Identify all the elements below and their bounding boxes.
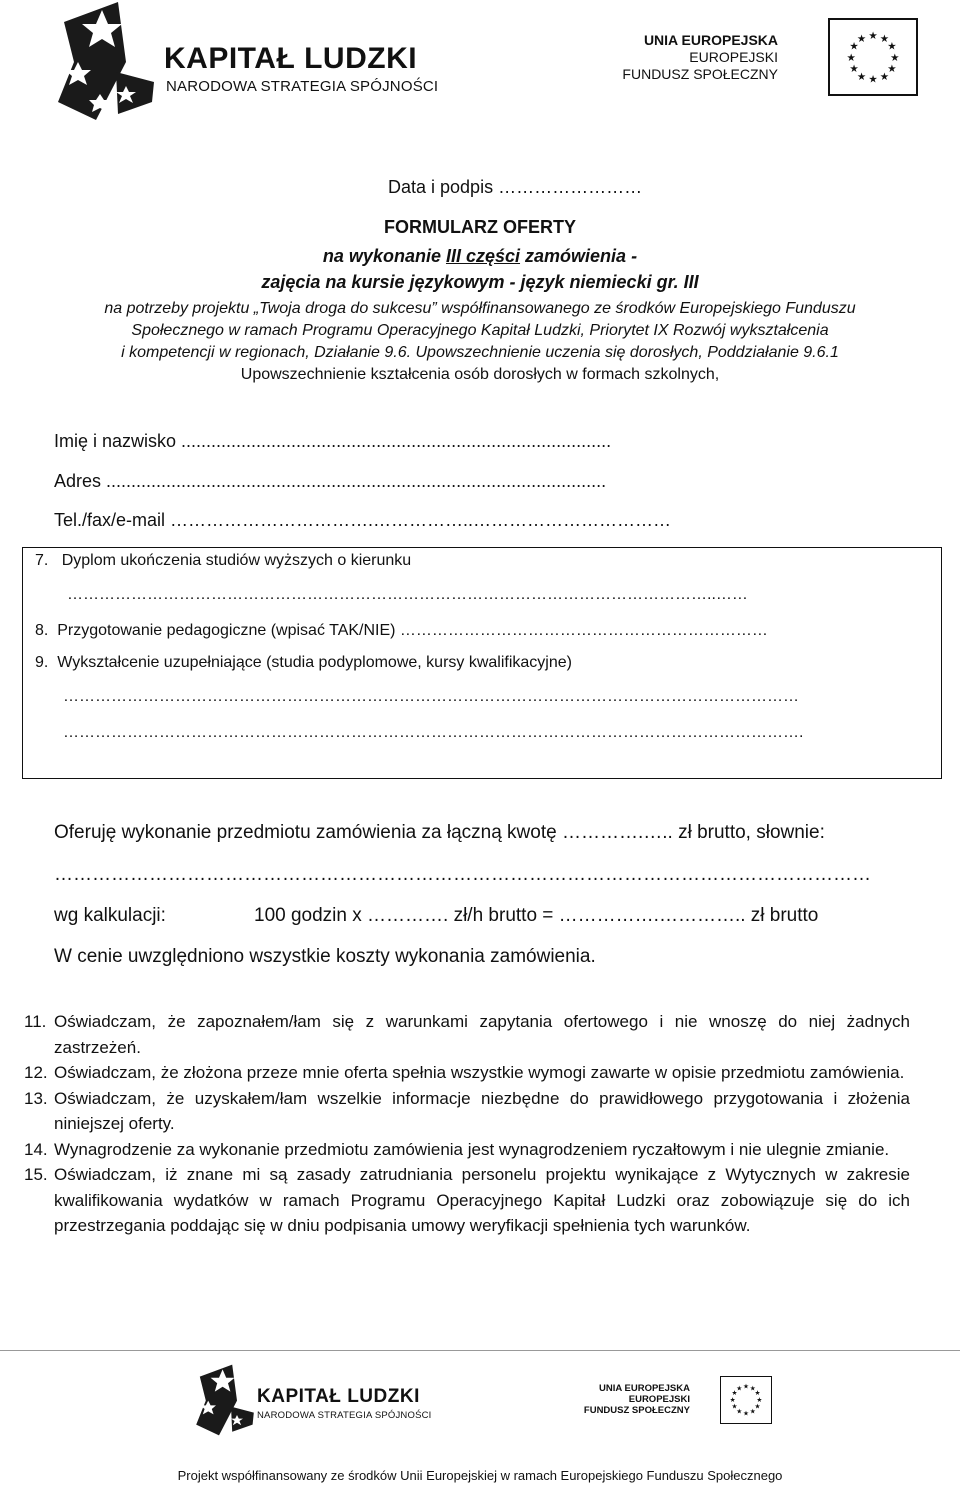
declaration-text: Oświadczam, że uzyskałem/łam wszelkie informacje niezbędne do prawidłowego przygotowania i złożenia niniejszej oferty. (54, 1088, 910, 1133)
kapital-ludzki-mark-icon (56, 2, 156, 120)
declaration-item (24, 1009, 910, 1060)
svg-text:★: ★ (731, 1389, 738, 1398)
kapital-ludzki-logo (56, 2, 456, 120)
item-8-label: Przygotowanie pedagogiczne (wpisać TAK/NIE) …………………………………………………………… (57, 622, 768, 639)
svg-text:★: ★ (887, 63, 897, 76)
svg-text:★: ★ (856, 32, 867, 45)
item-9-number: 9. (35, 654, 49, 671)
footer-eu-logo-line2: EUROPEJSKI (628, 1394, 690, 1405)
form-subtitle (0, 246, 960, 267)
footer-eu-flag-icon (720, 1376, 772, 1424)
declaration-number: 11. (24, 1012, 47, 1031)
declaration-text: Wynagrodzenie za wykonanie przedmiotu zamówienia jest wynagrodzeniem ryczałtowym i nie ulegnie zmianie. (54, 1139, 890, 1159)
intro-line-4: Upowszechnienie kształcenia osób dorosłych w formach szkolnych, (240, 366, 720, 383)
svg-text:★: ★ (879, 70, 890, 83)
footer-kapital-ludzki-title: KAPITAŁ LUDZKI (257, 1386, 420, 1407)
svg-text:★: ★ (849, 63, 859, 76)
contact-field: Tel./fax/e-mail …………………………….……………..…………………………… (54, 510, 672, 530)
date-signature-line: Data i podpis …………………… (388, 177, 643, 197)
svg-text:★: ★ (890, 51, 900, 64)
footer-eu-logo-line1: UNIA EUROPEJSKA (599, 1383, 690, 1394)
intro-line-2: Społecznego w ramach Programu Operacyjnego Kapitał Ludzki, Priorytet IX Rozwój wykształcenia (131, 322, 829, 339)
item-7-label: Dyplom ukończenia studiów wyższych o kierunku (61, 552, 412, 569)
svg-text:★: ★ (749, 1407, 756, 1416)
svg-text:★: ★ (879, 32, 890, 45)
form-subtitle-post: zamówienia - (520, 246, 638, 266)
offer-note: W cenie uwzględniono wszystkie koszty wykonania zamówienia. (54, 946, 596, 967)
declaration-item (24, 1086, 910, 1137)
svg-text:★: ★ (736, 1384, 743, 1393)
svg-text:★: ★ (754, 1389, 761, 1398)
footer-kapital-ludzki-mark-icon (195, 1362, 255, 1438)
offer-words-line: ………………………………………………………………………………………………………………… (54, 864, 871, 885)
qualifications-box (22, 547, 942, 779)
svg-text:★: ★ (736, 1407, 743, 1416)
item-7-number: 7. (35, 552, 49, 569)
svg-text:★: ★ (868, 29, 878, 42)
name-field: Imię i nazwisko ...................................................................................... (54, 431, 612, 451)
footer-kapital-ludzki-logo (195, 1362, 435, 1438)
svg-text:★: ★ (868, 73, 878, 86)
svg-text:★: ★ (743, 1409, 749, 1418)
offer-calc-value: 100 godzin x …………. zł/h brutto = …………….………….. zł brutto (254, 905, 819, 926)
eu-logo-line3: FUNDUSZ SPOŁECZNY (622, 66, 778, 82)
intro-line-3: i kompetencji w regionach, Działanie 9.6. Upowszechnienie uczenia się dorosłych, Poddziałanie 9.6.1 (121, 344, 839, 361)
declaration-item (24, 1162, 910, 1239)
svg-text:★: ★ (754, 1402, 761, 1411)
footer-eu-logo-line3: FUNDUSZ SPOŁECZNY (583, 1405, 690, 1416)
footer-kapital-ludzki-subtitle: NARODOWA STRATEGIA SPÓJNOŚCI (257, 1410, 432, 1421)
form-subtitle-underlined: III części (445, 246, 521, 266)
offer-calc-label: wg kalkulacji: (54, 905, 166, 926)
kapital-ludzki-subtitle: NARODOWA STRATEGIA SPÓJNOŚCI (166, 78, 439, 95)
kapital-ludzki-title: KAPITAŁ LUDZKI (164, 42, 418, 75)
footer-eu-logo-text (584, 1383, 690, 1416)
form-title: FORMULARZ OFERTY (384, 217, 576, 237)
eu-logo-text (622, 32, 778, 83)
svg-text:★: ★ (856, 70, 867, 83)
eu-flag-icon (828, 18, 918, 96)
form-subtitle-pre: na wykonanie (322, 246, 446, 266)
declaration-item (24, 1137, 910, 1163)
item-9 (35, 654, 572, 672)
svg-text:★: ★ (846, 51, 856, 64)
item-7 (35, 552, 411, 570)
declaration-text: Oświadczam, że złożona przeze mnie oferta spełnia wszystkie wymogi zawarte w opisie przedmiotu zamówienia. (54, 1063, 905, 1082)
svg-text:★: ★ (731, 1402, 738, 1411)
offer-amount-line: Oferuję wykonanie przedmiotu zamówienia za łączną kwotę ………….….. zł brutto, słownie: (54, 822, 825, 843)
item-9-fill-2: …………………………………………………………………………………………………………………………. (63, 724, 804, 741)
eu-logo (622, 18, 918, 98)
declaration-number: 15. (24, 1165, 48, 1184)
item-9-fill-1: ………………………………………………………………………………………………………………………… (63, 688, 799, 705)
intro-line-1: na potrzeby projektu „Twoja droga do sukcesu” współfinansowanego ze środków Europejskiego Funduszu (104, 300, 856, 317)
eu-logo-line1: UNIA EUROPEJSKA (643, 32, 778, 48)
footer-divider (0, 1350, 960, 1351)
footer-eu-logo (583, 1376, 772, 1424)
declaration-text: Oświadczam, iż znane mi są zasady zatrudniania personelu projektu wynikające z Wytycznych w zakresie kwalifikowania wydatków w ramach Programu Operacyjnego Kapitał Ludzki oraz zobowiązuje się do ich przestrzegania poddając się w dniu podpisania umowy weryfikacji spełnienia tych warunków. (54, 1165, 910, 1235)
item-8-number: 8. (35, 622, 49, 639)
form-subtitle-2: zajęcia na kursie językowym - język niemiecki gr. III (261, 272, 699, 292)
item-8 (35, 622, 768, 640)
svg-text:★: ★ (729, 1395, 736, 1404)
declaration-number: 12. (24, 1063, 48, 1082)
svg-text:★: ★ (887, 40, 897, 53)
declaration-number: 13. (24, 1088, 48, 1108)
item-9-label: Wykształcenie uzupełniające (studia podyplomowe, kursy kwalifikacyjne) (57, 654, 572, 671)
declarations-list (24, 1009, 910, 1239)
svg-text:★: ★ (849, 40, 859, 53)
svg-text:★: ★ (743, 1382, 749, 1391)
footer-caption: Projekt współfinansowany ze środków Unii Europejskiej w ramach Europejskiego Funduszu Społecznego (177, 1468, 783, 1483)
item-7-fill: …………………………………………………………………………………………………………..…… (67, 586, 748, 603)
declaration-text: Oświadczam, że zapoznałem/łam się z warunkami zapytania ofertowego i nie wnoszę do niej żadnych zastrzeżeń. (54, 1012, 910, 1057)
svg-text:★: ★ (756, 1395, 763, 1404)
declaration-item (24, 1060, 910, 1086)
svg-text:★: ★ (749, 1384, 756, 1393)
declaration-number: 14. (24, 1139, 48, 1159)
address-field: Adres .................................................................................................... (54, 471, 607, 491)
eu-logo-line2: EUROPEJSKI (689, 49, 778, 65)
form-intro (0, 298, 960, 386)
